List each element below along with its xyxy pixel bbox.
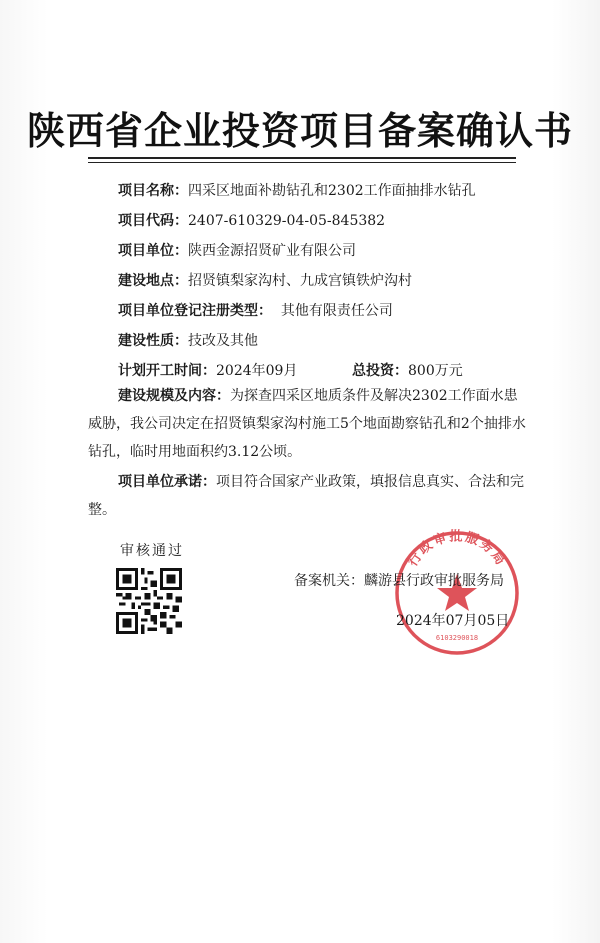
- svg-text:行政审批服务局: [405, 528, 509, 569]
- field-value: 2407-610329-04-05-845382: [188, 213, 386, 229]
- field-project-name: [118, 180, 476, 200]
- qr-code-icon: [116, 568, 182, 634]
- title-rule-bottom: [88, 162, 516, 163]
- field-nature: [118, 330, 258, 350]
- field-value: 2024年09月: [216, 363, 298, 379]
- document-title: 陕西省企业投资项目备案确认书: [26, 109, 573, 153]
- field-label: 项目单位登记注册类型：: [118, 303, 272, 319]
- field-total-investment: [352, 360, 463, 380]
- field-planned-start: [118, 360, 297, 380]
- promise-paragraph: [88, 468, 528, 524]
- field-label: 建设地点：: [118, 273, 188, 289]
- field-value: 其他有限责任公司: [280, 303, 393, 319]
- field-value: 陕西金源招贤矿业有限公司: [188, 243, 356, 259]
- field-label: 项目代码：: [118, 213, 188, 229]
- field-label: 项目单位：: [118, 243, 188, 259]
- scope-paragraph: [88, 382, 528, 466]
- field-label: 总投资：: [352, 363, 408, 379]
- field-value: 四采区地面补勘钻孔和2302工作面抽排水钻孔: [188, 183, 476, 199]
- field-project-unit: [118, 240, 356, 260]
- seal-text: 行政审批服务局: [405, 529, 509, 570]
- title-rule-top: [88, 157, 516, 159]
- scope-label: 建设规模及内容：: [118, 388, 230, 404]
- filing-agency: [294, 570, 504, 590]
- field-project-code: [118, 210, 385, 230]
- promise-label: 项目单位承诺：: [118, 474, 216, 490]
- filing-date: 2024年07月05日: [396, 613, 510, 629]
- agency-label: 备案机关：: [294, 573, 364, 589]
- field-value: 招贤镇梨家沟村、九成宫镇铁炉沟村: [188, 273, 412, 289]
- field-label: 项目名称：: [118, 183, 188, 199]
- official-seal: [392, 528, 522, 658]
- seal-number: 6103290018: [435, 634, 479, 642]
- field-value: 技改及其他: [188, 333, 258, 349]
- agency-name: 麟游县行政审批服务局: [364, 573, 504, 589]
- scope-text: 为探查四采区地质条件及解决2302工作面水患威胁，我公司决定在招贤镇梨家沟村施工5个地面勘察钻孔和2个抽排水钻孔，临时用地面积约3.12公顷。: [88, 388, 526, 460]
- review-status: 审核通过: [120, 543, 184, 559]
- field-label: 建设性质：: [118, 333, 188, 349]
- promise-text: 项目符合国家产业政策，填报信息真实、合法和完整。: [88, 474, 524, 518]
- field-label: 计划开工时间：: [118, 363, 216, 379]
- field-registration-type: [118, 300, 393, 320]
- field-value: 800万元: [408, 363, 463, 379]
- field-location: [118, 270, 412, 290]
